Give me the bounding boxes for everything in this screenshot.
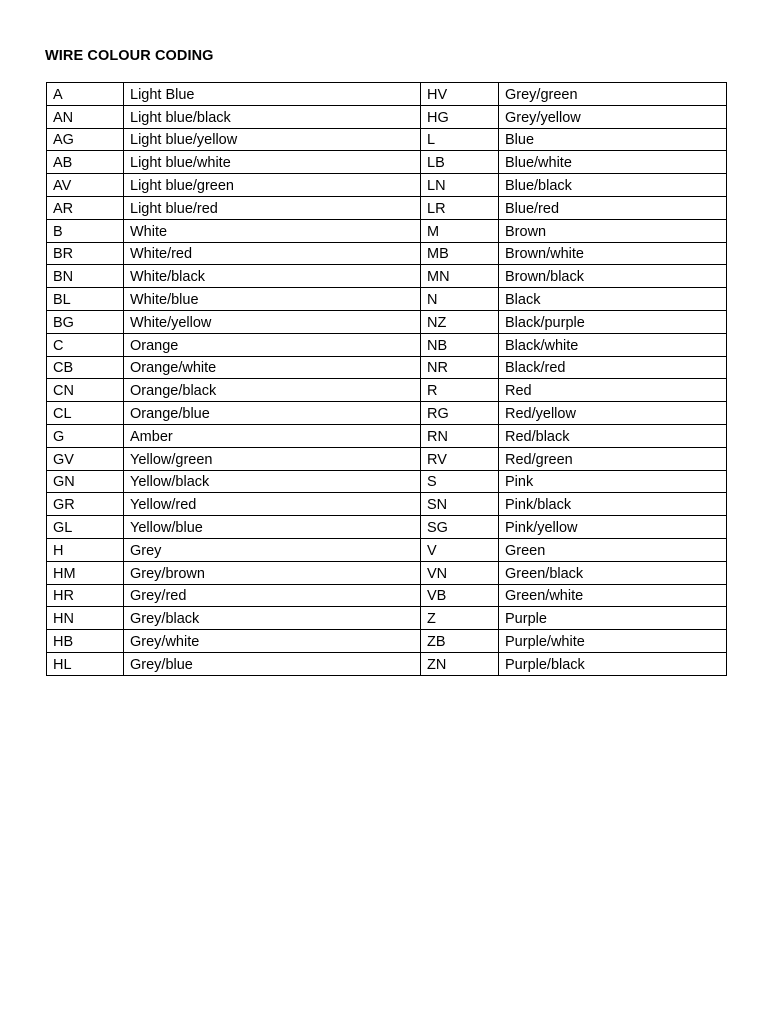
code-cell: S [421,470,499,493]
code-cell: VB [421,584,499,607]
colour-cell: Grey/brown [124,561,421,584]
table-row [47,470,727,493]
colour-cell: Yellow/blue [124,516,421,539]
colour-cell: Yellow/black [124,470,421,493]
code-cell: CN [47,379,124,402]
colour-cell: Grey/blue [124,652,421,675]
code-cell: LN [421,174,499,197]
code-cell: RN [421,424,499,447]
colour-cell: Brown/white [499,242,727,265]
colour-cell: Black [499,288,727,311]
colour-cell: Pink/yellow [499,516,727,539]
table-row [47,516,727,539]
table-row [47,402,727,425]
colour-cell: Orange/black [124,379,421,402]
colour-cell: Red/yellow [499,402,727,425]
colour-cell: Purple/black [499,652,727,675]
colour-cell: Blue/white [499,151,727,174]
code-cell: NZ [421,310,499,333]
code-cell: H [47,538,124,561]
colour-cell: Red/green [499,447,727,470]
colour-cell: Grey/yellow [499,105,727,128]
table-row [47,356,727,379]
colour-cell: Red [499,379,727,402]
table-row [47,83,727,106]
code-cell: SG [421,516,499,539]
colour-cell: Blue/red [499,196,727,219]
code-cell: RV [421,447,499,470]
code-cell: ZN [421,652,499,675]
code-cell: LR [421,196,499,219]
table-row [47,128,727,151]
table-row [47,333,727,356]
code-cell: R [421,379,499,402]
code-cell: RG [421,402,499,425]
colour-cell: Yellow/red [124,493,421,516]
colour-cell: Grey/red [124,584,421,607]
colour-cell: Green/black [499,561,727,584]
code-cell: MB [421,242,499,265]
colour-cell: Blue [499,128,727,151]
code-cell: ZB [421,630,499,653]
colour-cell: White/black [124,265,421,288]
table-row [47,584,727,607]
code-cell: MN [421,265,499,288]
table-row [47,447,727,470]
table-row [47,607,727,630]
table-row [47,219,727,242]
table-row [47,242,727,265]
code-cell: Z [421,607,499,630]
table-row [47,424,727,447]
colour-cell: Brown/black [499,265,727,288]
code-cell: G [47,424,124,447]
table-row [47,379,727,402]
colour-cell: Blue/black [499,174,727,197]
table-row [47,630,727,653]
code-cell: LB [421,151,499,174]
code-cell: GV [47,447,124,470]
colour-cell: Light blue/black [124,105,421,128]
colour-cell: Light Blue [124,83,421,106]
table-row [47,493,727,516]
code-cell: HG [421,105,499,128]
code-cell: M [421,219,499,242]
colour-cell: Orange/blue [124,402,421,425]
table-row [47,538,727,561]
colour-cell: Grey/green [499,83,727,106]
colour-cell: Amber [124,424,421,447]
table-row [47,105,727,128]
code-cell: SN [421,493,499,516]
code-cell: GR [47,493,124,516]
colour-cell: White [124,219,421,242]
colour-cell: White/yellow [124,310,421,333]
code-cell: N [421,288,499,311]
colour-cell: Orange [124,333,421,356]
table-row [47,652,727,675]
table-body [47,83,727,676]
code-cell: BN [47,265,124,288]
colour-cell: Light blue/white [124,151,421,174]
code-cell: AN [47,105,124,128]
code-cell: C [47,333,124,356]
code-cell: L [421,128,499,151]
code-cell: HN [47,607,124,630]
colour-cell: Grey/black [124,607,421,630]
code-cell: V [421,538,499,561]
code-cell: AB [47,151,124,174]
code-cell: A [47,83,124,106]
colour-cell: Pink [499,470,727,493]
colour-cell: Grey/white [124,630,421,653]
code-cell: HB [47,630,124,653]
code-cell: VN [421,561,499,584]
code-cell: CL [47,402,124,425]
colour-cell: Light blue/yellow [124,128,421,151]
colour-cell: Grey [124,538,421,561]
colour-cell: Light blue/red [124,196,421,219]
table-row [47,561,727,584]
code-cell: HM [47,561,124,584]
table-row [47,196,727,219]
code-cell: AV [47,174,124,197]
colour-cell: White/blue [124,288,421,311]
code-cell: B [47,219,124,242]
colour-cell: Black/red [499,356,727,379]
colour-cell: Green/white [499,584,727,607]
colour-cell: Brown [499,219,727,242]
code-cell: HV [421,83,499,106]
table-row [47,310,727,333]
wire-colour-table [46,82,727,676]
code-cell: BR [47,242,124,265]
code-cell: HR [47,584,124,607]
colour-cell: Purple/white [499,630,727,653]
colour-cell: Light blue/green [124,174,421,197]
colour-cell: Yellow/green [124,447,421,470]
colour-cell: Black/white [499,333,727,356]
code-cell: BG [47,310,124,333]
colour-cell: Purple [499,607,727,630]
code-cell: NR [421,356,499,379]
table-row [47,265,727,288]
code-cell: GL [47,516,124,539]
code-cell: AR [47,196,124,219]
code-cell: HL [47,652,124,675]
code-cell: NB [421,333,499,356]
colour-cell: Orange/white [124,356,421,379]
code-cell: BL [47,288,124,311]
code-cell: GN [47,470,124,493]
table-row [47,174,727,197]
code-cell: AG [47,128,124,151]
colour-cell: White/red [124,242,421,265]
page-title: WIRE COLOUR CODING [45,48,214,64]
colour-cell: Black/purple [499,310,727,333]
colour-cell: Green [499,538,727,561]
table-row [47,288,727,311]
colour-cell: Red/black [499,424,727,447]
table-row [47,151,727,174]
colour-cell: Pink/black [499,493,727,516]
code-cell: CB [47,356,124,379]
